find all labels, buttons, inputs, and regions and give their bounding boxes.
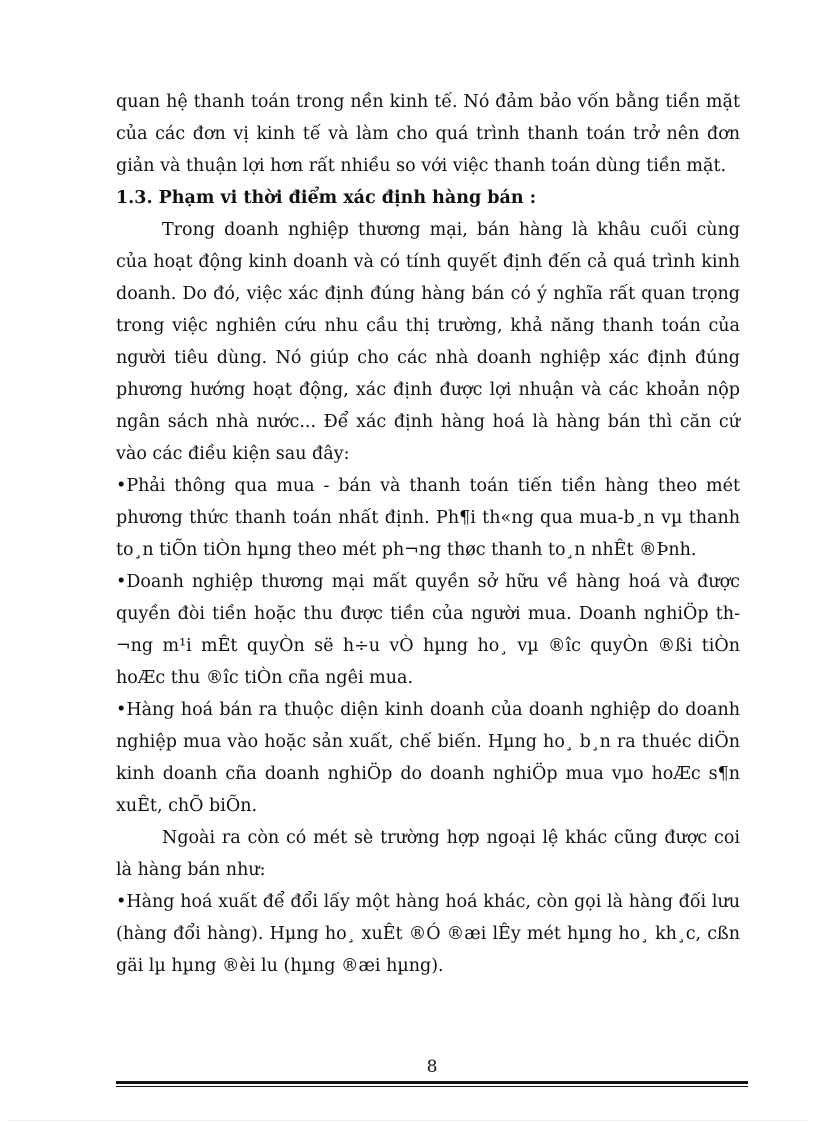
bullet-item: •Phải thông qua mua - bán và thanh toán tiến tiền hàng theo mét phương thức thanh toán nhất định. Ph¶i th«ng qua mua-b¸n vµ thanh to¸n tiÕn tiÒn hµng theo mét ph¬ng thøc thanh to¸n nhÊt ®Þnh. (116, 476, 740, 560)
document-body (116, 86, 740, 982)
page-number: 8 (426, 1057, 438, 1077)
bullet-item: •Doanh nghiệp thương mại mất quyền sở hữu về hàng hoá và được quyền đòi tiền hoặc thu được tiền của người mua. Doanh nghiÖp th¬ng m¹i mÊt quyÒn së h÷u vÒ hµng ho¸ vµ ®îc quyÒn ®ßi tiÒn hoÆc thu ®îc tiÒn cña ngêi mua. (116, 572, 740, 688)
footer-rule-thick (116, 1081, 748, 1084)
bullet-item: •Hàng hoá bán ra thuộc diện kinh doanh của doanh nghiệp do doanh nghiệp mua vào hoặc sản xuất, chế biến. Hµng ho¸ b¸n ra thuéc diÖn kinh doanh cña doanh nghiÖp do doanh nghiÖp mua vµo hoÆc s¶n xuÊt, chÕ biÕn. (116, 700, 740, 816)
section-heading: 1.3. Phạm vi thời điểm xác định hàng bán : (116, 188, 537, 208)
paragraph-exceptions: Ngoài ra còn có mét sè trường hợp ngoại lệ khác cũng được coi là hàng bán như: (116, 828, 740, 880)
paragraph-intro: Trong doanh nghiệp thương mại, bán hàng là khâu cuối cùng của hoạt động kinh doanh và có tính quyết định đến cả quá trình kinh doanh. Do đó, việc xác định đúng hàng bán có ý nghĩa rất quan trọng trong việc nghiên cứu nhu cầu thị trường, khả năng thanh toán của người tiêu dùng. Nó giúp cho các nhà doanh nghiệp xác định đúng phương hướng hoạt động, xác định được lợi nhuận và các khoản nộp ngân sách nhà nước... Để xác định hàng hoá là hàng bán thì căn cứ vào các điều kiện sau đây: (116, 220, 740, 464)
page-edge-divider (10, 1120, 806, 1121)
page-footer (116, 1056, 748, 1087)
paragraph-continuation: quan hệ thanh toán trong nền kinh tế. Nó đảm bảo vốn bằng tiền mặt của các đơn vị kinh tế và làm cho quá trình thanh toán trở nên đơn giản và thuận lợi hơn rất nhiều so với việc thanh toán dùng tiền mặt. (116, 92, 740, 176)
footer-rule-thin (116, 1086, 748, 1087)
bullet-item: •Hàng hoá xuất để đổi lấy một hàng hoá khác, còn gọi là hàng đối lưu (hàng đổi hàng). Hµng ho¸ xuÊt ®Ó ®æi lÊy mét hµng ho¸ kh¸c, cßn gäi lµ hµng ®èi lu (hµng ®æi hµng). (116, 892, 740, 976)
